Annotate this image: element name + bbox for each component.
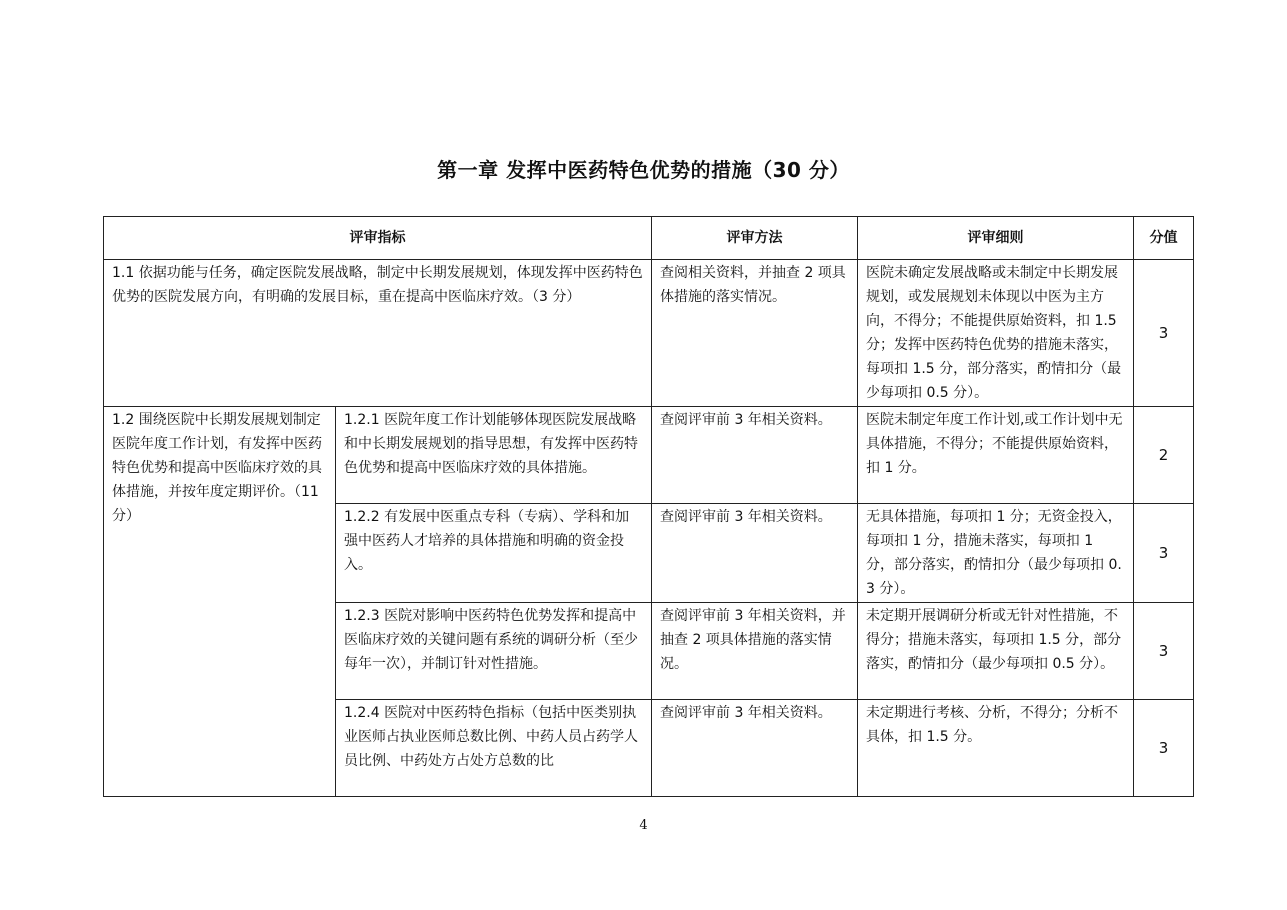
review-standards-table bbox=[103, 216, 1194, 797]
score-cell: 3 bbox=[1134, 504, 1194, 603]
sub-indicator-cell: 1.2.3 医院对影响中医药特色优势发挥和提高中医临床疗效的关键问题有系统的调研分析（至少每年一次），并制订针对性措施。 bbox=[336, 603, 652, 700]
header-indicator: 评审指标 bbox=[104, 217, 652, 260]
chapter-title: 第一章 发挥中医药特色优势的措施（30 分） bbox=[437, 158, 850, 182]
header-method: 评审方法 bbox=[652, 217, 858, 260]
sub-indicator-cell: 1.2.1 医院年度工作计划能够体现医院发展战略和中长期发展规划的指导思想，有发挥中医药特色优势和提高中医临床疗效的具体措施。 bbox=[336, 407, 652, 504]
method-cell: 查阅评审前 3 年相关资料。 bbox=[652, 504, 858, 603]
table-header-row bbox=[104, 217, 1194, 260]
rules-cell: 医院未制定年度工作计划,或工作计划中无具体措施，不得分；不能提供原始资料，扣 1 分。 bbox=[858, 407, 1134, 504]
score-cell: 3 bbox=[1134, 603, 1194, 700]
page-number: 4 bbox=[639, 818, 648, 833]
method-cell: 查阅评审前 3 年相关资料，并抽查 2 项具体措施的落实情况。 bbox=[652, 603, 858, 700]
table-row bbox=[104, 407, 1194, 504]
header-score: 分值 bbox=[1134, 217, 1194, 260]
group-indicator-cell: 1.2 围绕医院中长期发展规划制定医院年度工作计划，有发挥中医药特色优势和提高中医临床疗效的具体措施，并按年度定期评价。（11 分） bbox=[104, 407, 336, 797]
indicator-cell: 1.1 依据功能与任务，确定医院发展战略，制定中长期发展规划，体现发挥中医药特色优势的医院发展方向，有明确的发展目标，重在提高中医临床疗效。（3 分） bbox=[104, 260, 652, 407]
method-cell: 查阅评审前 3 年相关资料。 bbox=[652, 700, 858, 797]
score-cell: 2 bbox=[1134, 407, 1194, 504]
score-cell: 3 bbox=[1134, 700, 1194, 797]
rules-cell: 未定期进行考核、分析，不得分；分析不具体，扣 1.5 分。 bbox=[858, 700, 1134, 797]
table-row bbox=[104, 260, 1194, 407]
score-cell: 3 bbox=[1134, 260, 1194, 407]
method-cell: 查阅评审前 3 年相关资料。 bbox=[652, 407, 858, 504]
sub-indicator-cell: 1.2.4 医院对中医药特色指标（包括中医类别执业医师占执业医师总数比例、中药人员占药学人员比例、中药处方占处方总数的比 bbox=[336, 700, 652, 797]
rules-cell: 未定期开展调研分析或无针对性措施，不得分；措施未落实，每项扣 1.5 分，部分落实，酌情扣分（最少每项扣 0.5 分）。 bbox=[858, 603, 1134, 700]
sub-indicator-cell: 1.2.2 有发展中医重点专科（专病）、学科和加强中医药人才培养的具体措施和明确的资金投入。 bbox=[336, 504, 652, 603]
rules-cell: 医院未确定发展战略或未制定中长期发展规划，或发展规划未体现以中医为主方向，不得分；不能提供原始资料，扣 1.5 分；发挥中医药特色优势的措施未落实，每项扣 1.5 分，部分落实，酌情扣分（最少每项扣 0.5 分）。 bbox=[858, 260, 1134, 407]
rules-cell: 无具体措施，每项扣 1 分；无资金投入，每项扣 1 分，措施未落实，每项扣 1 分，部分落实，酌情扣分（最少每项扣 0.3 分）。 bbox=[858, 504, 1134, 603]
header-rules: 评审细则 bbox=[858, 217, 1134, 260]
method-cell: 查阅相关资料，并抽查 2 项具体措施的落实情况。 bbox=[652, 260, 858, 407]
